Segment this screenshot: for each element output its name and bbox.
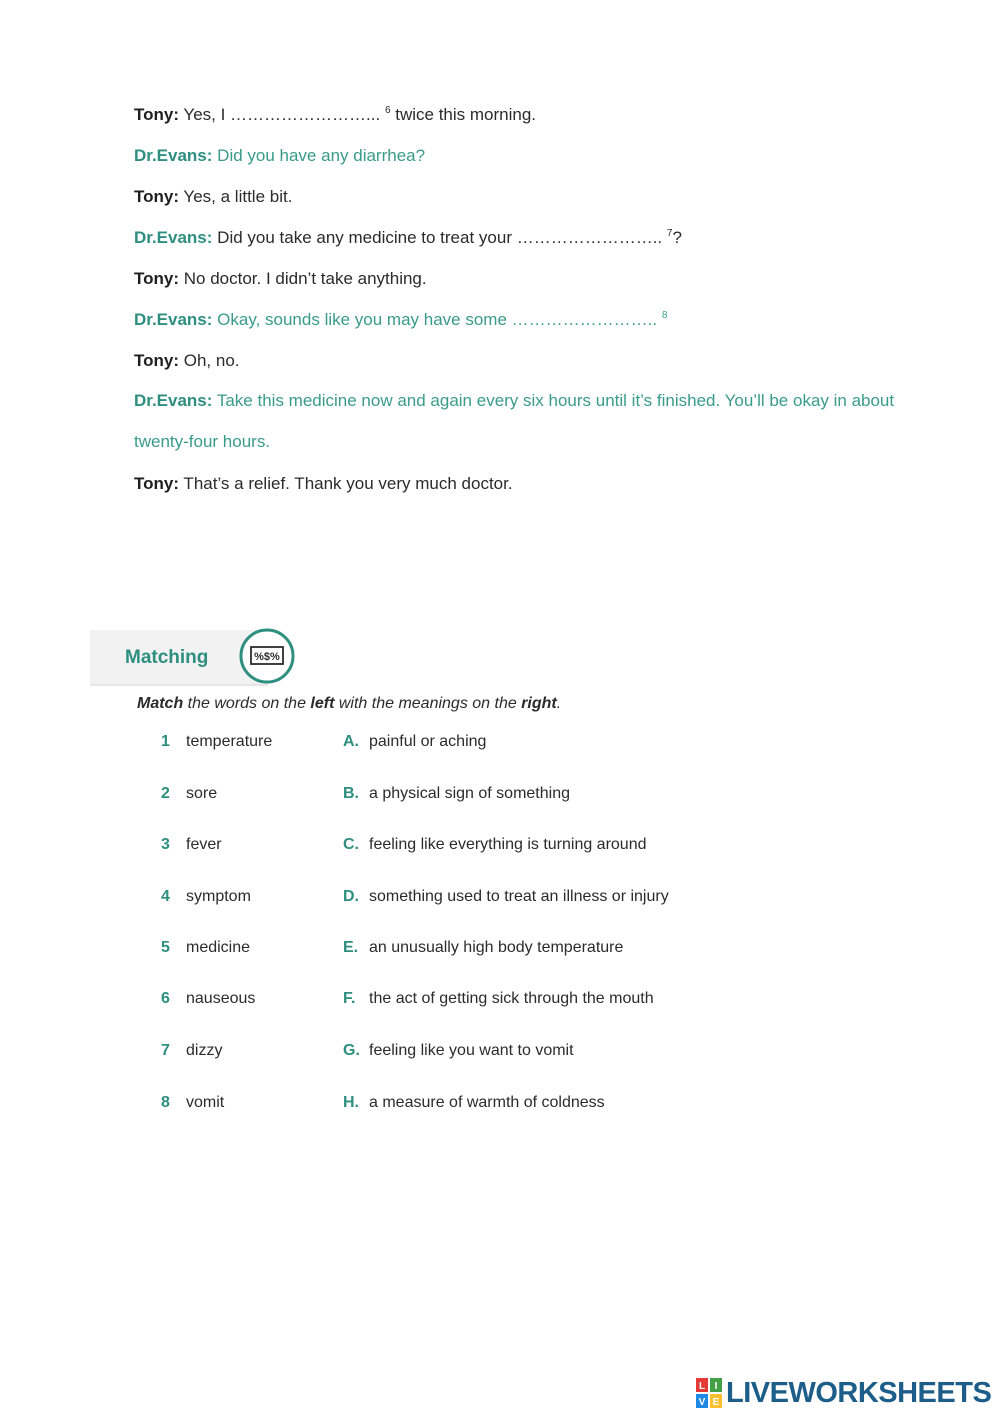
speaker-label: Dr.Evans:: [134, 228, 213, 247]
dialogue-text: Did you take any medicine to treat your ……………………..: [212, 228, 667, 247]
dialogue-text: Yes, I ……………………...: [179, 105, 385, 124]
dialogue-text: No doctor. I didn’t take anything.: [179, 269, 427, 288]
logo-mark-letter: L: [698, 1381, 706, 1392]
dialogue-text: ?: [672, 228, 682, 247]
dialogue-text: Did you have any diarrhea?: [212, 146, 426, 165]
meaning-letter: G.: [343, 1042, 360, 1059]
dialogue-line-3: [134, 186, 292, 208]
meaning-letter: C.: [343, 836, 359, 853]
word-item: vomit: [186, 1094, 225, 1111]
word-item: nauseous: [186, 990, 256, 1007]
word-number: 8: [161, 1094, 170, 1111]
dialogue-line-4: [134, 227, 682, 249]
word-item: dizzy: [186, 1042, 223, 1059]
word-item: temperature: [186, 733, 273, 750]
dialogue-line-7: [134, 350, 240, 372]
section-title: Matching: [125, 647, 209, 668]
meaning-letter: F.: [343, 990, 356, 1007]
speaker-label: Dr.Evans:: [134, 391, 213, 410]
dialogue-line-5: [134, 268, 427, 290]
meaning-item: a measure of warmth of coldness: [369, 1094, 605, 1111]
dialogue-text: That’s a relief. Thank you very much doctor.: [179, 474, 513, 493]
dialogue-text: twice this morning.: [390, 105, 537, 124]
gap-number: 7: [666, 228, 673, 239]
word-number: 5: [161, 939, 170, 956]
speaker-label: Dr.Evans:: [134, 310, 213, 329]
gap-number: 6: [384, 105, 391, 116]
meaning-letter: E.: [343, 939, 359, 956]
logo-text: LIVEWORKSHEETS: [726, 1376, 992, 1409]
word-number: 4: [161, 888, 170, 905]
dialogue-line-1: [134, 104, 536, 126]
dialogue-text: Take this medicine now and again every six hours until it’s finished. You’ll be okay in about twenty-four hours.: [134, 391, 895, 451]
instruction: Match the words on the left with the meanings on the right.: [137, 695, 562, 712]
dialogue-text: Oh, no.: [179, 351, 240, 370]
word-item: medicine: [186, 939, 251, 956]
word-number: 1: [161, 733, 170, 750]
meaning-item: the act of getting sick through the mouth: [369, 990, 654, 1007]
speaker-label: Dr.Evans:: [134, 146, 213, 165]
meaning-item: feeling like everything is turning around: [369, 836, 647, 853]
liveworksheets-logo[interactable]: [696, 1376, 991, 1410]
logo-mark-letter: E: [712, 1397, 720, 1408]
dialogue-line-2: [134, 145, 425, 167]
word-item: symptom: [186, 888, 251, 905]
word-item: sore: [186, 785, 218, 802]
dialogue-line-8: [134, 380, 904, 462]
logo-mark-letter: V: [698, 1397, 706, 1408]
gap-number: 8: [661, 310, 668, 321]
meaning-item: painful or aching: [369, 733, 487, 750]
logo-mark-letter: I: [714, 1381, 718, 1392]
dialogue-line-6: [134, 309, 667, 331]
meaning-letter: A.: [343, 733, 359, 750]
meaning-letter: D.: [343, 888, 359, 905]
word-number: 3: [161, 836, 170, 853]
meaning-item: a physical sign of something: [369, 785, 570, 802]
dialogue-text: Yes, a little bit.: [179, 187, 293, 206]
word-number: 2: [161, 785, 170, 802]
word-number: 6: [161, 990, 170, 1007]
meaning-item: something used to treat an illness or injury: [369, 888, 669, 905]
word-item: fever: [186, 836, 222, 853]
speaker-label: Tony:: [134, 187, 180, 206]
meaning-letter: B.: [343, 785, 359, 802]
percent-symbols-icon: [238, 627, 296, 685]
meaning-item: an unusually high body temperature: [369, 939, 624, 956]
speaker-label: Tony:: [134, 105, 180, 124]
meaning-item: feeling like you want to vomit: [369, 1042, 574, 1059]
speaker-label: Tony:: [134, 269, 180, 288]
meaning-letter: H.: [343, 1094, 359, 1111]
speaker-label: Tony:: [134, 351, 180, 370]
dialogue-line-9: [134, 473, 513, 495]
dialogue-text: Okay, sounds like you may have some ……………………..: [212, 310, 662, 329]
svg-text:%$%: %$%: [254, 651, 280, 663]
word-number: 7: [161, 1042, 170, 1059]
logo-mark-icon: [696, 1378, 722, 1408]
speaker-label: Tony:: [134, 474, 180, 493]
